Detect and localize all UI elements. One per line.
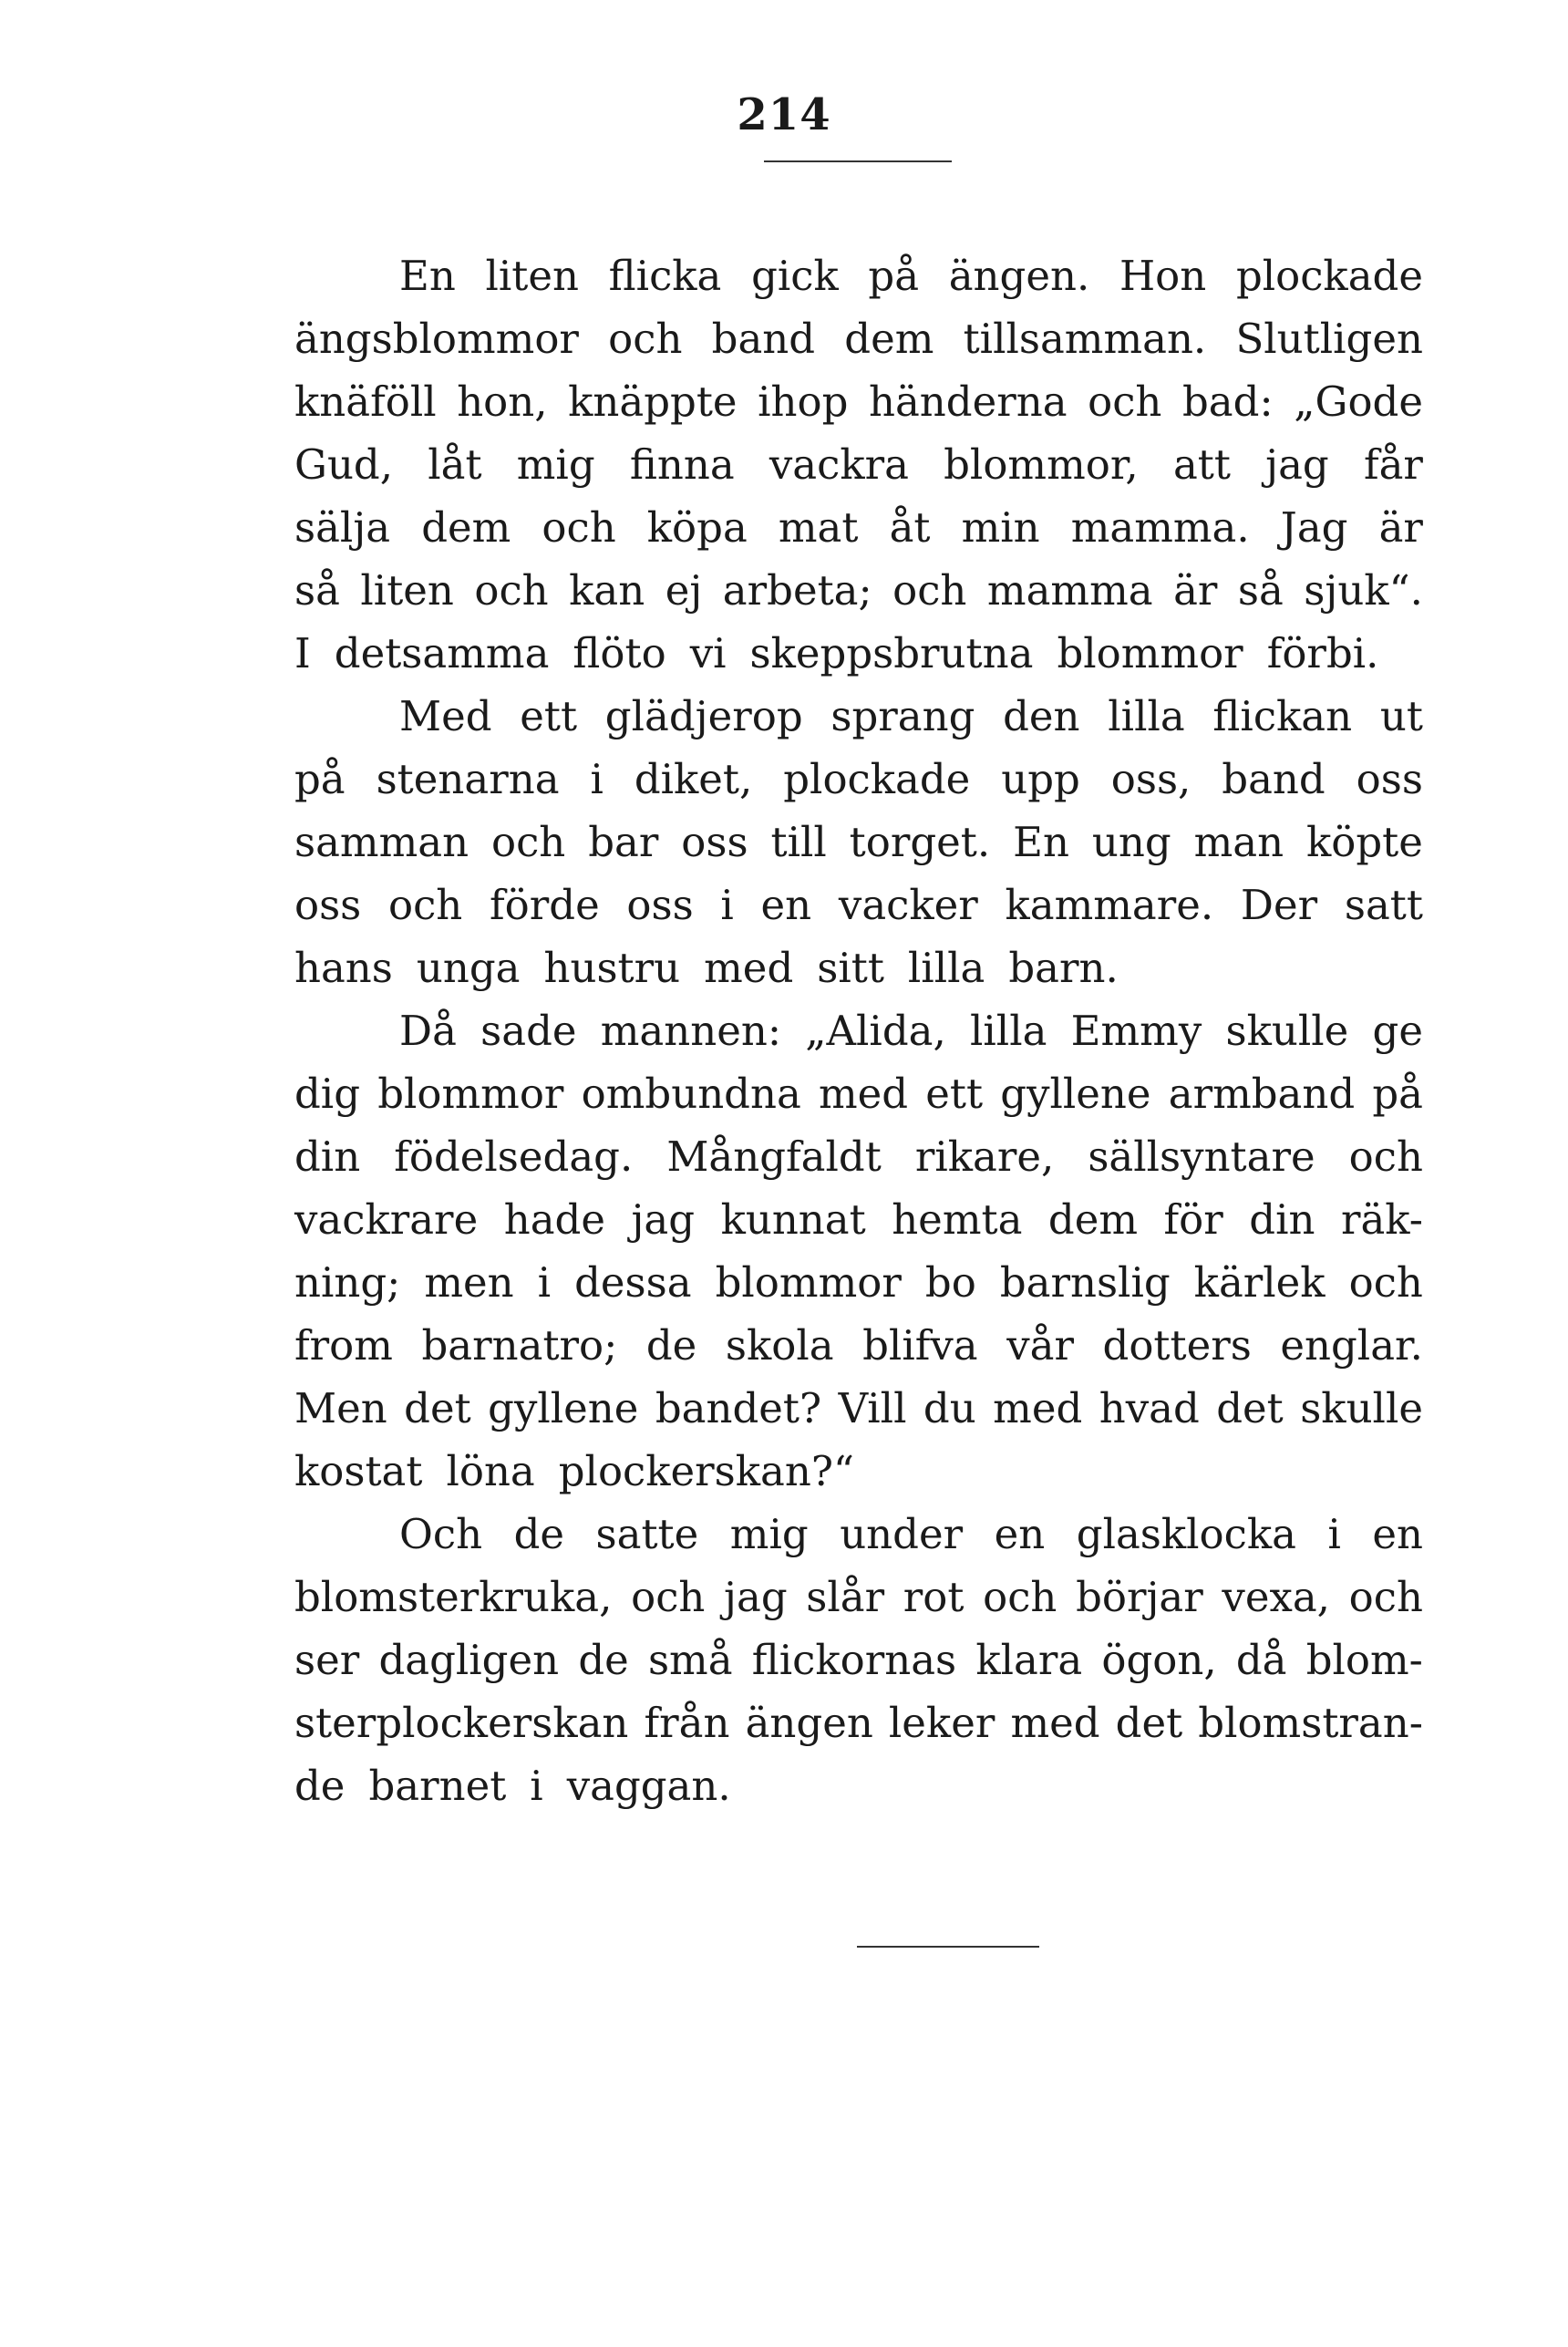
word: och — [474, 566, 549, 615]
word: oss — [1356, 755, 1423, 803]
word: blommor, — [944, 440, 1139, 489]
word: barnslig — [999, 1258, 1171, 1307]
word: och — [631, 1573, 706, 1621]
word: klara — [975, 1636, 1083, 1684]
text-line — [294, 1251, 1423, 1314]
word: blommor — [715, 1258, 902, 1307]
word: vaggan. — [566, 1762, 731, 1810]
word: åt — [889, 503, 931, 552]
word: barnet — [368, 1762, 507, 1810]
word: kärlek — [1193, 1258, 1326, 1307]
word: ängen. — [948, 252, 1090, 300]
text-line — [294, 559, 1423, 622]
word: födelsedag. — [394, 1132, 634, 1181]
word: kunnat — [720, 1195, 866, 1244]
word: gyllene — [488, 1384, 639, 1432]
word: upp — [1001, 755, 1080, 803]
word: du — [923, 1384, 976, 1432]
word: bo — [924, 1258, 976, 1307]
word: och — [1348, 1573, 1423, 1621]
word: slår — [806, 1573, 885, 1621]
word: låt — [428, 440, 482, 489]
word: och — [388, 881, 463, 929]
word: de — [578, 1636, 629, 1684]
word: englar. — [1280, 1321, 1423, 1370]
word: detsamma — [334, 629, 550, 677]
word: flickornas — [751, 1636, 957, 1684]
word: kan — [569, 566, 645, 615]
text-line — [294, 1566, 1423, 1628]
word: blomstran- — [1198, 1699, 1423, 1747]
word: lilla — [907, 944, 985, 992]
word: mannen: — [600, 1007, 781, 1055]
word: mamma. — [1070, 503, 1250, 552]
word: förbi. — [1266, 629, 1379, 677]
word: hon, — [457, 377, 548, 426]
text-line — [294, 1440, 1423, 1503]
word: små — [647, 1636, 733, 1684]
word: lilla — [970, 1007, 1047, 1055]
word: oss — [294, 881, 362, 929]
word: sälja — [294, 503, 391, 552]
word: i — [720, 881, 734, 929]
word: flöto — [573, 629, 666, 677]
word: kostat — [294, 1447, 423, 1495]
word: att — [1172, 440, 1231, 489]
paragraph — [294, 685, 1423, 999]
word: skulle — [1225, 1007, 1349, 1055]
word: barnatro; — [421, 1321, 618, 1370]
word: knäföll — [294, 377, 437, 426]
word: med — [993, 1384, 1083, 1432]
text-line — [294, 748, 1423, 811]
word: ser — [294, 1636, 360, 1684]
word: band — [711, 315, 816, 363]
word: de — [294, 1762, 346, 1810]
word: „Gode — [1294, 377, 1423, 426]
word: en — [994, 1510, 1046, 1558]
paragraph — [294, 999, 1423, 1503]
text-line — [294, 370, 1423, 433]
word: oss — [681, 818, 748, 866]
word: jag — [724, 1573, 788, 1621]
word: sprang — [830, 692, 975, 740]
word: i — [1327, 1510, 1341, 1558]
header-rule — [764, 160, 952, 162]
word: Med — [399, 692, 492, 740]
word: är — [1173, 566, 1218, 615]
word: samman — [294, 818, 469, 866]
word: och — [1088, 377, 1162, 426]
word: from — [294, 1321, 393, 1370]
word: bar — [588, 818, 659, 866]
word: det — [1115, 1699, 1183, 1747]
word: och — [1348, 1258, 1423, 1307]
word: skola — [725, 1321, 834, 1370]
text-line — [294, 433, 1423, 496]
word: armband — [1168, 1070, 1356, 1118]
word: ängsblommor — [294, 315, 579, 363]
word: glasklocka — [1076, 1510, 1296, 1558]
word: Mångfaldt — [666, 1132, 882, 1181]
word: hvad — [1099, 1384, 1200, 1432]
word: dessa — [574, 1258, 692, 1307]
word: vår — [1006, 1321, 1074, 1370]
word: En — [399, 252, 456, 300]
text-line — [294, 622, 1423, 685]
word: mig — [516, 440, 595, 489]
word: de — [645, 1321, 697, 1370]
word: mamma — [986, 566, 1153, 615]
text-line — [294, 874, 1423, 936]
word: ung — [1091, 818, 1171, 866]
word: för — [1163, 1195, 1223, 1244]
word: och — [608, 315, 683, 363]
text-line — [294, 1188, 1423, 1251]
word: vackra — [769, 440, 909, 489]
text-line — [294, 1628, 1423, 1691]
word: dem — [844, 315, 934, 363]
word: satt — [1344, 881, 1423, 929]
word: och — [892, 566, 967, 615]
word: unga — [416, 944, 521, 992]
text-line — [294, 1314, 1423, 1377]
word: räk- — [1340, 1195, 1423, 1244]
word: dem — [421, 503, 511, 552]
word: dagligen — [378, 1636, 560, 1684]
word: sjuk“. — [1304, 566, 1423, 615]
word: med — [1010, 1699, 1100, 1747]
word: Och — [399, 1510, 483, 1558]
word: Emmy — [1070, 1007, 1202, 1055]
word: och — [542, 503, 616, 552]
word: på — [294, 755, 346, 803]
word: med — [704, 944, 794, 992]
text-line — [294, 244, 1423, 307]
text-line — [294, 496, 1423, 559]
word: sterplockerskan — [294, 1699, 629, 1747]
word: tillsamman. — [963, 315, 1207, 363]
word: då — [1235, 1636, 1287, 1684]
word: din — [294, 1132, 361, 1181]
text-line — [294, 685, 1423, 748]
word: vackrare — [294, 1195, 479, 1244]
word: den — [1003, 692, 1080, 740]
text-line — [294, 1691, 1423, 1754]
word: vacker — [838, 881, 978, 929]
word: bad: — [1182, 377, 1274, 426]
word: ning; — [294, 1258, 401, 1307]
word: man — [1193, 818, 1284, 866]
word: Der — [1240, 881, 1318, 929]
text-line — [294, 1503, 1423, 1566]
word: under — [840, 1510, 964, 1558]
word: ögon, — [1101, 1636, 1217, 1684]
word: satte — [595, 1510, 699, 1558]
word: En — [1013, 818, 1069, 866]
word: är — [1378, 503, 1423, 552]
word: blifva — [862, 1321, 978, 1370]
word: kammare. — [1005, 881, 1214, 929]
text-line — [294, 1754, 1423, 1817]
word: så — [1237, 566, 1284, 615]
word: knäppte — [568, 377, 738, 426]
word: skeppsbrutna — [749, 629, 1034, 677]
word: plockade — [1235, 252, 1423, 300]
word: Då — [399, 1007, 457, 1055]
word: ängen — [745, 1699, 873, 1747]
word: „Alida, — [805, 1007, 946, 1055]
word: vi — [689, 629, 727, 677]
text-line — [294, 1125, 1423, 1188]
word: i — [530, 1762, 543, 1810]
word: flickan — [1212, 692, 1353, 740]
page-number: 214 — [737, 89, 831, 140]
word: sitt — [817, 944, 884, 992]
word: oss — [626, 881, 694, 929]
word: ej — [665, 566, 703, 615]
word: och — [983, 1573, 1057, 1621]
word: i — [537, 1258, 552, 1307]
word: på — [1372, 1070, 1423, 1118]
word: hans — [294, 944, 393, 992]
word: jag — [1265, 440, 1329, 489]
word: dem — [1047, 1195, 1139, 1244]
word: det — [1216, 1384, 1284, 1432]
word: Men — [294, 1384, 387, 1432]
word: finna — [629, 440, 735, 489]
word: på — [868, 252, 920, 300]
word: arbeta; — [722, 566, 872, 615]
word: hemta — [892, 1195, 1023, 1244]
word: det — [404, 1384, 471, 1432]
word: jag — [631, 1195, 696, 1244]
word: ut — [1379, 692, 1423, 740]
word: Hon — [1119, 252, 1207, 300]
word: din — [1249, 1195, 1315, 1244]
word: hade — [503, 1195, 605, 1244]
word: dotters — [1102, 1321, 1252, 1370]
word: bandet? — [655, 1384, 822, 1432]
word: glädjerop — [604, 692, 803, 740]
word: sade — [480, 1007, 577, 1055]
word: gick — [751, 252, 839, 300]
word: mig — [729, 1510, 809, 1558]
word: Slutligen — [1235, 315, 1423, 363]
word: köpa — [646, 503, 748, 552]
word: ge — [1372, 1007, 1423, 1055]
word: en — [1372, 1510, 1423, 1558]
word: ihop — [758, 377, 849, 426]
word: till — [770, 818, 827, 866]
word: rot — [903, 1573, 965, 1621]
word: med — [818, 1070, 909, 1118]
word: så — [294, 566, 340, 615]
word: blomsterkruka, — [294, 1573, 613, 1621]
word: gyllene — [1000, 1070, 1151, 1118]
word: plockerskan?“ — [558, 1447, 854, 1495]
word: barn. — [1008, 944, 1119, 992]
word: mat — [778, 503, 859, 552]
end-rule — [857, 1946, 1039, 1948]
word: lilla — [1108, 692, 1185, 740]
word: i — [590, 755, 603, 803]
paragraph — [294, 1503, 1423, 1817]
text-line — [294, 811, 1423, 874]
word: Gud, — [294, 440, 394, 489]
word: flicka — [608, 252, 722, 300]
word: de — [513, 1510, 565, 1558]
word: vexa, — [1222, 1573, 1330, 1621]
word: får — [1363, 440, 1423, 489]
word: band — [1222, 755, 1326, 803]
body-text — [294, 244, 1423, 1817]
word: från — [644, 1699, 730, 1747]
paragraph — [294, 244, 1423, 685]
word: ett — [925, 1070, 984, 1118]
word: ett — [520, 692, 578, 740]
text-line — [294, 1062, 1423, 1125]
word: torget. — [849, 818, 991, 866]
text-line — [294, 999, 1423, 1062]
text-line — [294, 1377, 1423, 1440]
word: men — [424, 1258, 514, 1307]
word: en — [760, 881, 812, 929]
word: Vill — [838, 1384, 907, 1432]
word: Jag — [1280, 503, 1348, 552]
word: dig — [294, 1070, 361, 1118]
word: min — [961, 503, 1040, 552]
word: oss, — [1110, 755, 1191, 803]
text-line — [294, 936, 1423, 999]
word: liten — [360, 566, 454, 615]
word: händerna — [869, 377, 1068, 426]
word: liten — [485, 252, 579, 300]
word: diket, — [634, 755, 753, 803]
word: och — [491, 818, 566, 866]
word: rikare, — [914, 1132, 1055, 1181]
word: börjar — [1076, 1573, 1203, 1621]
word: stenarna — [376, 755, 560, 803]
word: skulle — [1300, 1384, 1423, 1432]
word: plockade — [783, 755, 971, 803]
word: hustru — [543, 944, 681, 992]
word: sällsyntare — [1088, 1132, 1315, 1181]
word: I — [294, 629, 311, 677]
text-line — [294, 307, 1423, 370]
word: blom- — [1305, 1636, 1423, 1684]
word: löna — [446, 1447, 535, 1495]
word: leker — [888, 1699, 995, 1747]
word: och — [1348, 1132, 1423, 1181]
word: köpte — [1305, 818, 1423, 866]
word: blommor — [377, 1070, 564, 1118]
word: ombundna — [581, 1070, 801, 1118]
word: blommor — [1057, 629, 1243, 677]
word: förde — [490, 881, 600, 929]
